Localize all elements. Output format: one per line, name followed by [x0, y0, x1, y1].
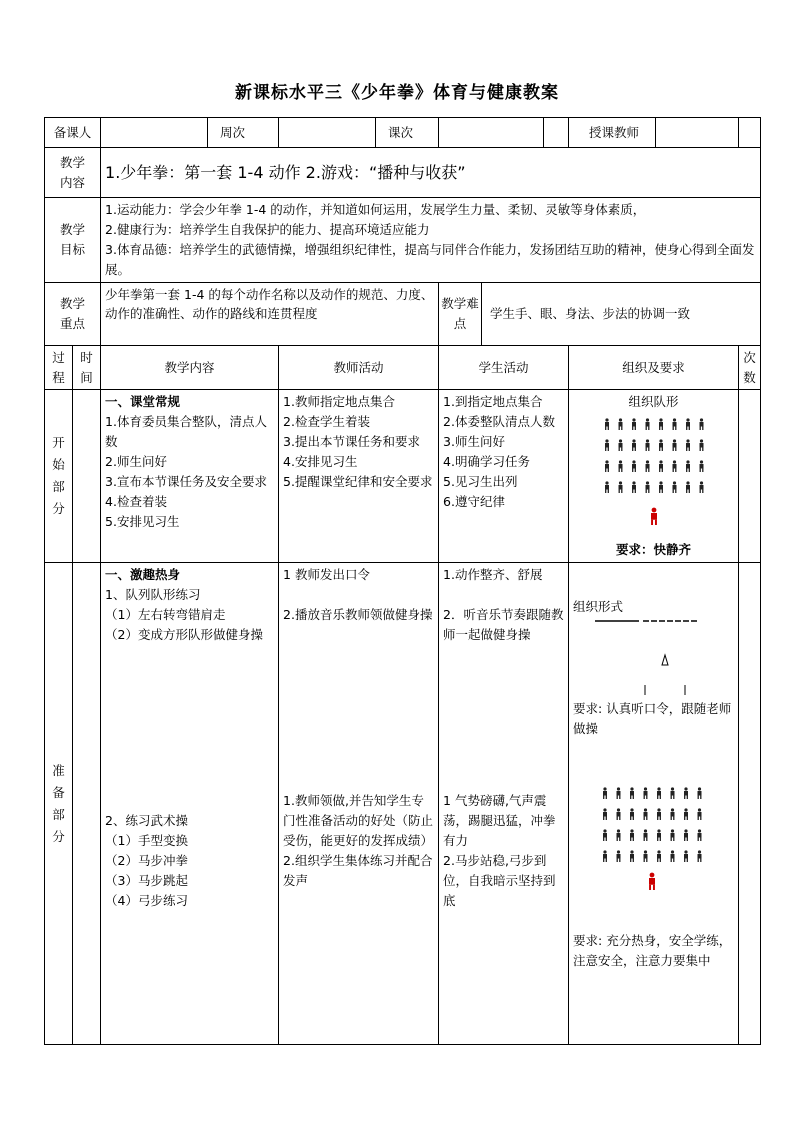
student-figure-icon [618, 418, 622, 430]
org-req-b: 要求: 充分热身，安全学练，注意安全，注意力要集中 [573, 933, 732, 968]
student-figure-icon [618, 460, 622, 472]
student-figure-icon [605, 460, 609, 472]
student-figure-icon [630, 787, 634, 799]
org-requirement: 要求：快静齐 [616, 542, 692, 557]
student-figure-icon [659, 481, 663, 493]
start-section [45, 390, 761, 563]
start-teacher: 1.教师指定地点集合 2.检查学生着装 3.提出本节课任务和要求 4.安排见习生 5.提醒课堂纪律和安全要求 [279, 390, 439, 563]
student-figure-icon [684, 829, 688, 841]
prep-content: 一、激趣热身 1、队列队形练习 （1）左右转弯错肩走 （2）变成方形队形做健身操 2、练习武术操 （1）手型变换 （2）马步冲拳 （3）马步跳起 （4）弓步练习 [101, 563, 279, 1045]
col-times: 次数 [739, 346, 761, 390]
student-figure-icon [617, 850, 621, 862]
student-figure-icon [605, 418, 609, 430]
col-org: 组织及要求 [569, 346, 739, 390]
student-figure-icon [603, 787, 607, 799]
prep-student: 1.动作整齐、舒展 2．听音乐节奏跟随教师一起做健身操 1 气势磅礴,气声震荡，踢腿迅猛，冲拳有力 2.马步站稳,弓步到位，自我暗示坚持到底 [439, 563, 569, 1045]
content-label: 教学内容 [45, 148, 101, 198]
student-figure-icon [632, 439, 636, 451]
student-figure-icon [657, 829, 661, 841]
org-formation-title: 组织队形 [628, 394, 679, 409]
teacher-figure-icon [651, 508, 657, 525]
student-figure-icon [603, 808, 607, 820]
prep-label: 准 备 部 分 [45, 563, 73, 1045]
student-figure-icon [698, 829, 702, 841]
formation-diagram [599, 412, 709, 540]
goal-item: 3.体育品德：培养学生的武德情操，增强组织纪律性，提高与同伴合作能力，发扬团结互助的精神，使身心得到全面发展。 [105, 242, 755, 277]
student-figure-icon [686, 460, 690, 472]
student-figure-icon [686, 439, 690, 451]
student-figure-icon [657, 850, 661, 862]
prep-section [45, 563, 761, 1045]
difficulty-label: 教学难点 [439, 283, 482, 345]
student-figure-icon [699, 439, 703, 451]
goals-text [101, 198, 761, 283]
student-figure-icon [672, 418, 676, 430]
student-figure-icon [645, 460, 649, 472]
col-process: 过程 [45, 346, 73, 390]
student-figure-icon [617, 808, 621, 820]
student-figure-icon [671, 787, 675, 799]
student-figure-icon [645, 418, 649, 430]
student-figure-icon [698, 808, 702, 820]
student-figure-icon [644, 850, 648, 862]
student-figure-icon [684, 808, 688, 820]
prep-teacher: 1 教师发出口令 2.播放音乐教师领做健身操 1.教师领做,并告知学生专门性准备活动的好处（防止受伤，能更好的发挥成绩） 2.组织学生集体练习并配合发声 [279, 563, 439, 1045]
march-diagram [589, 613, 709, 703]
difficulty-text: 学生手、眼、身法、步法的协调一致 [490, 306, 691, 321]
start-label: 开 始 部 分 [45, 390, 73, 563]
goals-label: 教学目标 [59, 222, 85, 257]
student-figure-icon [645, 481, 649, 493]
goal-item: 2.健康行为：培养学生自我保护的能力、提高环境适应能力 [105, 222, 430, 237]
col-student: 学生活动 [439, 346, 569, 390]
col-content: 教学内容 [101, 346, 279, 390]
teacher-label: 授课教师 [573, 118, 656, 147]
student-figure-icon [684, 787, 688, 799]
student-figure-icon [672, 481, 676, 493]
week-label: 周次 [220, 124, 246, 140]
student-figure-icon [699, 460, 703, 472]
student-figure-icon [632, 460, 636, 472]
student-figure-icon [684, 850, 688, 862]
student-figure-icon [617, 787, 621, 799]
student-figure-icon [659, 418, 663, 430]
student-figure-icon [671, 829, 675, 841]
student-figure-icon [698, 850, 702, 862]
student-figure-icon [617, 829, 621, 841]
student-figure-icon [644, 808, 648, 820]
org-form-title: 组织形式 [573, 599, 624, 614]
student-figure-icon [672, 439, 676, 451]
content-text: 1.少年拳：第一套 1-4 动作 2.游戏：“播种与收获” [101, 148, 761, 198]
col-teacher: 教师活动 [279, 346, 439, 390]
lesson-plan-table [44, 117, 761, 1045]
student-figure-icon [603, 829, 607, 841]
start-content: 一、课堂常规 1.体育委员集合整队，清点人数 2.师生问好 3.宣布本节课任务及安全要求 4.检查着装 5.安排见习生 [101, 390, 279, 563]
student-figure-icon [659, 460, 663, 472]
student-figure-icon [699, 481, 703, 493]
page-title: 新课标水平三《少年拳》体育与健康教案 [235, 83, 559, 103]
student-figure-icon [699, 418, 703, 430]
student-figure-icon [618, 481, 622, 493]
student-figure-icon [644, 829, 648, 841]
practice-formation-diagram [597, 785, 707, 897]
student-figure-icon [605, 481, 609, 493]
student-figure-icon [672, 460, 676, 472]
student-figure-icon [630, 808, 634, 820]
column-header-row [45, 346, 761, 390]
lesson-no-label: 课次 [388, 124, 414, 140]
student-figure-icon [630, 850, 634, 862]
student-figure-icon [686, 481, 690, 493]
student-figure-icon [644, 787, 648, 799]
student-figure-icon [657, 808, 661, 820]
header-row [45, 118, 761, 148]
key-label: 教学重点 [59, 296, 85, 331]
student-figure-icon [630, 829, 634, 841]
student-figure-icon [698, 787, 702, 799]
student-figure-icon [657, 787, 661, 799]
student-figure-icon [645, 439, 649, 451]
goal-item: 1.运动能力：学会少年拳 1-4 的动作，并知道如何运用，发展学生力量、柔韧、灵敏等身体素质， [105, 202, 646, 217]
student-figure-icon [671, 808, 675, 820]
col-time: 时间 [73, 346, 101, 390]
student-figure-icon [632, 481, 636, 493]
student-figure-icon [659, 439, 663, 451]
student-figure-icon [671, 850, 675, 862]
student-figure-icon [632, 418, 636, 430]
prep-teacher-label: 备课人 [45, 118, 101, 148]
student-figure-icon [605, 439, 609, 451]
prep-org [569, 563, 739, 1045]
start-student: 1.到指定地点集合 2.体委整队清点人数 3.师生问好 4.明确学习任务 5.见习生出列 6.遵守纪律 [439, 390, 569, 563]
key-text: 少年拳第一套 1-4 的每个动作名称以及动作的规范、力度、动作的准确性、动作的路线和连贯程度 [101, 283, 439, 346]
student-figure-icon [603, 850, 607, 862]
teacher-figure-icon [649, 873, 655, 890]
start-org [569, 390, 739, 563]
student-figure-icon [618, 439, 622, 451]
student-figure-icon [686, 418, 690, 430]
org-req-a: 要求: 认真听口令，跟随老师做操 [573, 701, 732, 736]
